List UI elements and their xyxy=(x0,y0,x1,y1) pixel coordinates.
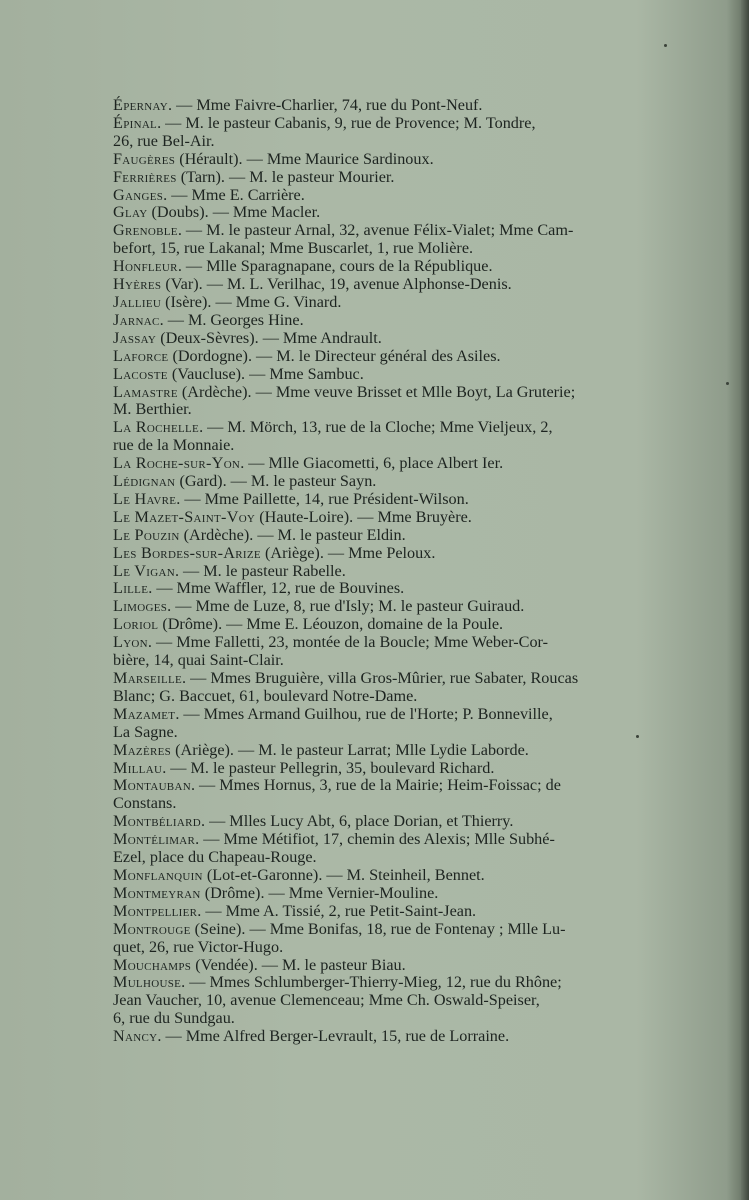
entry-text: (Var). — M. L. Verilhac, 19, avenue Alphonse-Denis. xyxy=(161,275,512,294)
entry-text: . — Mme A. Tissié, 2, rue Petit-Saint-Jean. xyxy=(197,901,477,920)
entry-text: . — M. le pasteur Arnal, 32, avenue Félix-Vialet; Mme Cam- xyxy=(177,221,574,240)
entry-text: (Hérault). — Mme Maurice Sardinoux. xyxy=(175,149,434,168)
directory-entry xyxy=(113,580,683,598)
directory-entry xyxy=(113,903,683,921)
entry-text: . — M. Mörch, 13, rue de la Cloche; Mme Vieljeux, 2, xyxy=(199,418,553,437)
entry-continuation: M. Berthier. xyxy=(113,400,192,419)
city-name: Grenoble xyxy=(113,221,178,240)
city-name: Millau xyxy=(113,758,163,777)
entry-continuation: Constans. xyxy=(113,794,177,813)
city-name: Épernay xyxy=(113,96,168,114)
city-name: Mazamet xyxy=(113,704,176,723)
directory-entry xyxy=(113,831,683,867)
directory-entry xyxy=(113,616,683,634)
directory-entry xyxy=(113,867,683,885)
city-name: Mazères xyxy=(113,740,172,759)
entry-text: . — Mme Métifiot, 17, chemin des Alexis; Mlle Subhé- xyxy=(195,830,555,849)
entry-text: (Dordogne). — M. le Directeur général des Asiles. xyxy=(168,346,501,365)
city-name: Le Pouzin xyxy=(113,525,180,544)
city-name: Loriol xyxy=(113,615,159,634)
entry-text: . — Mmes Schlumberger-Thierry-Mieg, 12, rue du Rhône; xyxy=(181,973,562,992)
city-name: Lacoste xyxy=(113,364,168,383)
city-name: La Roche-sur-Yon xyxy=(113,454,241,473)
city-name: Montrouge xyxy=(113,919,191,938)
entry-text: . — M. le pasteur Pellegrin, 35, boulevard Richard. xyxy=(162,758,495,777)
directory-entry xyxy=(113,957,683,975)
entry-text: (Isère). — Mme G. Vinard. xyxy=(161,292,342,311)
directory-entry xyxy=(113,670,683,706)
entry-text: (Doubs). — Mme Macler. xyxy=(147,203,321,222)
entry-text: . — Mlles Lucy Abt, 6, place Dorian, et Thierry. xyxy=(200,812,514,831)
directory-entry xyxy=(113,634,683,670)
entry-text: . — M. Georges Hine. xyxy=(159,310,304,329)
entry-continuation: befort, 15, rue Lakanal; Mme Buscarlet, 1, rue Molière. xyxy=(113,239,474,258)
directory-entry xyxy=(113,509,683,527)
print-speck xyxy=(726,382,729,385)
directory-entry xyxy=(113,204,683,222)
entry-text: . — M. le pasteur Cabanis, 9, rue de Provence; M. Tondre, xyxy=(157,113,536,132)
entry-text: (Tarn). — M. le pasteur Mourier. xyxy=(176,167,395,186)
entry-text: (Lot-et-Garonne). — M. Steinheil, Bennet. xyxy=(202,865,485,884)
directory-entry xyxy=(113,384,683,420)
entry-continuation: rue de la Monnaie. xyxy=(113,436,235,455)
entry-continuation: Ezel, place du Chapeau-Rouge. xyxy=(113,848,317,867)
entry-text: (Seine). — Mme Bonifas, 18, rue de Fontenay ; Mlle Lu- xyxy=(190,919,566,938)
directory-entry xyxy=(113,312,683,330)
city-name: Lille xyxy=(113,579,149,598)
city-name: Montélimar xyxy=(113,830,196,849)
directory-entry xyxy=(113,742,683,760)
directory-entry xyxy=(113,97,683,115)
directory-entry xyxy=(113,222,683,258)
directory-entry xyxy=(113,366,683,384)
entry-text: (Ardèche). — M. le pasteur Eldin. xyxy=(179,525,406,544)
entry-text: . — Mme Paillette, 14, rue Président-Wilson. xyxy=(176,489,469,508)
page-edge-shadow xyxy=(741,0,749,1200)
entry-text: (Haute-Loire). — Mme Bruyère. xyxy=(255,507,472,526)
directory-entry xyxy=(113,813,683,831)
city-name: Lédignan xyxy=(113,472,176,491)
entry-text: . — Mme Waffler, 12, rue de Bouvines. xyxy=(148,579,405,598)
directory-entry xyxy=(113,276,683,294)
city-name: Jassay xyxy=(113,328,157,347)
entry-text: . — Mmes Hornus, 3, rue de la Mairie; Heim-Foissac; de xyxy=(190,776,561,795)
city-name: Glay xyxy=(113,203,148,222)
city-name: Le Havre xyxy=(113,489,177,508)
city-name: Faugères xyxy=(113,149,176,168)
city-name: Marseille xyxy=(113,669,183,687)
entry-text: . — Mmes Bruguière, villa Gros-Mûrier, rue Sabater, Roucas xyxy=(182,669,579,687)
directory-entry xyxy=(113,545,683,563)
city-name: La Rochelle xyxy=(113,418,200,437)
entry-text: . — Mme Alfred Berger-Levrault, 15, rue de Lorraine. xyxy=(157,1027,510,1046)
directory-entry xyxy=(113,115,683,151)
entry-text: (Vaucluse). — Mme Sambuc. xyxy=(167,364,364,383)
city-name: Montpellier xyxy=(113,901,198,920)
entry-text: . — M. le pasteur Rabelle. xyxy=(174,561,346,580)
directory-entry xyxy=(113,169,683,187)
directory-entry xyxy=(113,491,683,509)
city-name: Jallieu xyxy=(113,292,162,311)
entry-continuation: bière, 14, quai Saint-Clair. xyxy=(113,651,284,670)
directory-entry xyxy=(113,330,683,348)
entry-text: . — Mlle Giacometti, 6, place Albert Ier. xyxy=(240,454,504,473)
entry-continuation: quet, 26, rue Victor-Hugo. xyxy=(113,937,284,956)
entry-text: . — Mme E. Carrière. xyxy=(163,185,305,204)
entry-text: (Drôme). — Mme Vernier-Mouline. xyxy=(200,883,439,902)
entry-text: (Gard). — M. le pasteur Sayn. xyxy=(175,472,377,491)
city-name: Jarnac xyxy=(113,310,160,329)
city-name: Mulhouse xyxy=(113,973,182,992)
entry-continuation: La Sagne. xyxy=(113,722,178,741)
city-name: Honfleur xyxy=(113,257,178,276)
entry-text: (Deux-Sèvres). — Mme Andrault. xyxy=(156,328,382,347)
city-name: Lyon xyxy=(113,633,148,652)
city-name: Ganges xyxy=(113,185,164,204)
city-name: Monflanquin xyxy=(113,865,203,884)
entry-text: . — Mme de Luze, 8, rue d'Isly; M. le pasteur Guiraud. xyxy=(167,597,525,616)
city-name: Laforce xyxy=(113,346,169,365)
entry-continuation: 26, rue Bel-Air. xyxy=(113,131,215,150)
directory-entry xyxy=(113,151,683,169)
city-name: Mouchamps xyxy=(113,955,192,974)
directory-entry xyxy=(113,455,683,473)
directory-entry xyxy=(113,921,683,957)
directory-entry xyxy=(113,885,683,903)
city-name: Épinal xyxy=(113,113,158,132)
directory-entry xyxy=(113,419,683,455)
entry-text: . — Mme Faivre-Charlier, 74, rue du Pont-Neuf. xyxy=(167,96,483,114)
entry-text: (Ariège). — Mme Peloux. xyxy=(260,543,436,562)
city-name: Montbéliard xyxy=(113,812,201,831)
directory-entry xyxy=(113,706,683,742)
city-name: Limoges xyxy=(113,597,168,616)
entry-text: (Vendée). — M. le pasteur Biau. xyxy=(191,955,406,974)
directory-entry xyxy=(113,527,683,545)
print-speck xyxy=(664,44,667,47)
directory-entry xyxy=(113,777,683,813)
entry-text: . — Mme Falletti, 23, montée de la Boucle; Mme Weber-Cor- xyxy=(147,633,549,652)
city-name: Le Mazet-Saint-Voy xyxy=(113,507,256,526)
directory-entry xyxy=(113,473,683,491)
directory-entry xyxy=(113,294,683,312)
city-name: Les Bordes-sur-Arize xyxy=(113,543,261,562)
entry-continuation: 6, rue du Sundgau. xyxy=(113,1009,235,1028)
entry-continuation: Blanc; G. Baccuet, 61, boulevard Notre-Dame. xyxy=(113,686,418,705)
directory-entry xyxy=(113,563,683,581)
city-name: Nancy xyxy=(113,1027,158,1046)
entry-text: . — Mlle Sparagnapane, cours de la République. xyxy=(177,257,493,276)
entry-text: . — Mmes Armand Guilhou, rue de l'Horte; P. Bonneville, xyxy=(175,704,553,723)
directory-entry xyxy=(113,348,683,366)
directory-entry xyxy=(113,187,683,205)
city-name: Montmeyran xyxy=(113,883,201,902)
directory-entry xyxy=(113,760,683,778)
directory-entry xyxy=(113,974,683,1028)
city-name: Montauban xyxy=(113,776,191,795)
directory-entry xyxy=(113,258,683,276)
city-name: Lamastre xyxy=(113,382,178,401)
entry-text: (Drôme). — Mme E. Léouzon, domaine de la Poule. xyxy=(158,615,504,634)
entry-text: (Ariège). — M. le pasteur Larrat; Mlle Lydie Laborde. xyxy=(171,740,529,759)
directory-entry xyxy=(113,598,683,616)
entry-continuation: Jean Vaucher, 10, avenue Clemenceau; Mme Ch. Oswald-Speiser, xyxy=(113,991,540,1010)
city-name: Hyères xyxy=(113,275,162,294)
city-name: Le Vigan xyxy=(113,561,175,580)
directory-entry xyxy=(113,1028,683,1046)
city-name: Ferrières xyxy=(113,167,177,186)
address-list xyxy=(113,97,683,1046)
entry-text: (Ardèche). — Mme veuve Brisset et Mlle Boyt, La Gruterie; xyxy=(177,382,576,401)
